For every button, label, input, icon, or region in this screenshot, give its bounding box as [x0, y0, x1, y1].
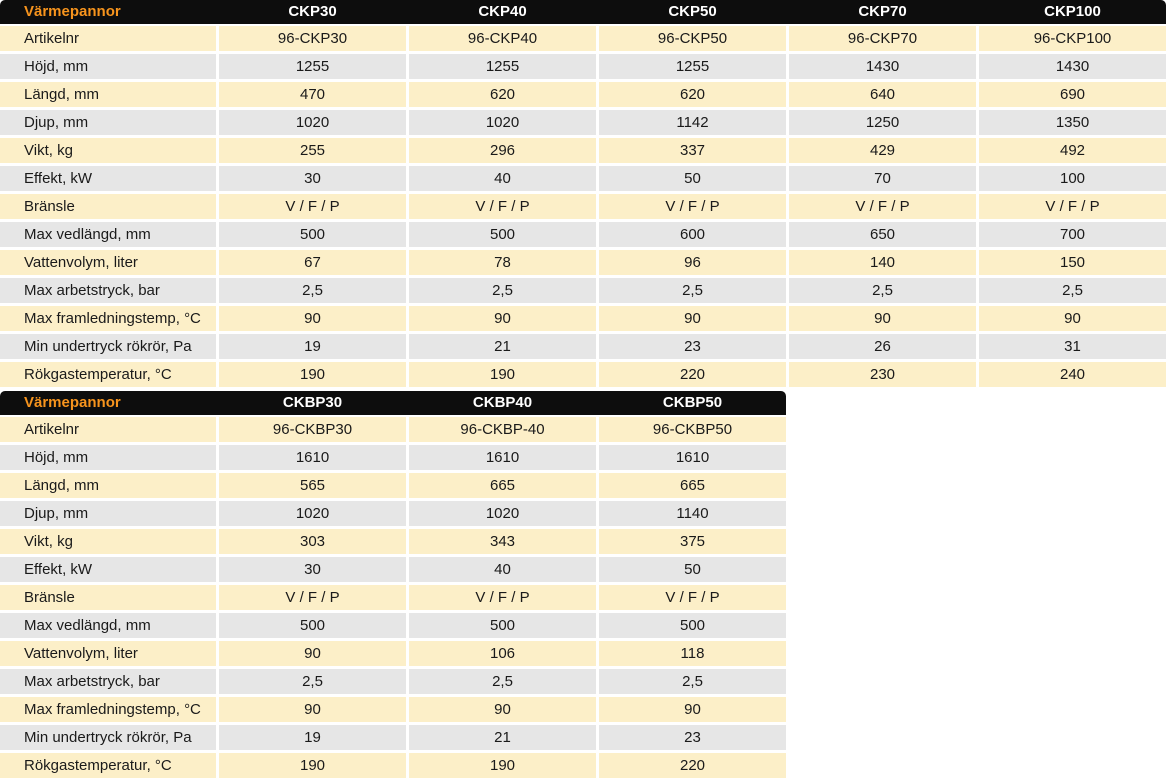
row-label: Artikelnr	[0, 417, 216, 442]
row-value: 296	[409, 138, 596, 163]
row-value: 2,5	[599, 278, 786, 303]
row-value: 492	[979, 138, 1166, 163]
row-label: Höjd, mm	[0, 445, 216, 470]
row-value: 303	[219, 529, 406, 554]
row-label: Höjd, mm	[0, 54, 216, 79]
row-value: 190	[409, 362, 596, 387]
table-row	[0, 304, 1166, 332]
row-value: 96	[599, 250, 786, 275]
table-row	[0, 24, 1166, 52]
row-label: Vikt, kg	[0, 138, 216, 163]
model-header: CKP40	[478, 3, 527, 20]
row-value: 70	[789, 166, 976, 191]
row-value: 1610	[599, 445, 786, 470]
row-value: 1610	[219, 445, 406, 470]
table-row	[0, 639, 786, 667]
row-label: Max framledningstemp, °C	[0, 697, 216, 722]
row-value: 565	[219, 473, 406, 498]
row-value: 1255	[219, 54, 406, 79]
row-value: 640	[789, 82, 976, 107]
row-value: 429	[789, 138, 976, 163]
row-label: Max arbetstryck, bar	[0, 669, 216, 694]
row-value: 1255	[599, 54, 786, 79]
table-row	[0, 751, 786, 779]
row-label: Längd, mm	[0, 473, 216, 498]
row-value: 665	[409, 473, 596, 498]
row-value: 21	[409, 725, 596, 750]
row-label: Effekt, kW	[0, 166, 216, 191]
row-value: 700	[979, 222, 1166, 247]
ckp-spec-table	[0, 0, 1166, 388]
row-value: 140	[789, 250, 976, 275]
row-value: 1140	[599, 501, 786, 526]
table-row	[0, 192, 1166, 220]
table-row	[0, 611, 786, 639]
row-value: 50	[599, 166, 786, 191]
table-row	[0, 52, 1166, 80]
row-label: Rökgastemperatur, °C	[0, 753, 216, 778]
row-value: 96-CKP70	[789, 26, 976, 51]
model-header: CKBP50	[662, 394, 723, 411]
table-row	[0, 471, 786, 499]
row-value: 23	[599, 334, 786, 359]
row-label: Vikt, kg	[0, 529, 216, 554]
row-value: 620	[599, 82, 786, 107]
model-header: CKBP40	[472, 394, 533, 411]
model-header: CKP50	[668, 3, 717, 20]
row-value: 96-CKP40	[409, 26, 596, 51]
row-label: Bränsle	[0, 585, 216, 610]
row-value: 220	[599, 753, 786, 778]
row-label: Djup, mm	[0, 110, 216, 135]
row-value: 255	[219, 138, 406, 163]
row-value: 90	[219, 697, 406, 722]
row-value: 500	[409, 222, 596, 247]
table-row	[0, 555, 786, 583]
row-value: 1250	[789, 110, 976, 135]
model-header: CKBP30	[282, 394, 343, 411]
model-header: CKP70	[858, 3, 907, 20]
row-value: 21	[409, 334, 596, 359]
row-label: Effekt, kW	[0, 557, 216, 582]
row-value: 2,5	[409, 278, 596, 303]
row-label: Max vedlängd, mm	[0, 222, 216, 247]
row-value: 90	[979, 306, 1166, 331]
table-row	[0, 80, 1166, 108]
row-value: 240	[979, 362, 1166, 387]
row-value: 2,5	[979, 278, 1166, 303]
row-value: 90	[409, 697, 596, 722]
row-value: 690	[979, 82, 1166, 107]
row-value: 90	[219, 641, 406, 666]
row-value: 2,5	[789, 278, 976, 303]
row-value: 67	[219, 250, 406, 275]
row-value: 1020	[409, 501, 596, 526]
row-value: 2,5	[409, 669, 596, 694]
row-value: 230	[789, 362, 976, 387]
row-value: 500	[409, 613, 596, 638]
row-value: 100	[979, 166, 1166, 191]
row-value: 1020	[409, 110, 596, 135]
table-heading: Värmepannor	[24, 394, 121, 411]
row-value: 19	[219, 334, 406, 359]
row-value: 23	[599, 725, 786, 750]
row-value: 50	[599, 557, 786, 582]
row-value: 118	[599, 641, 786, 666]
row-value: 190	[409, 753, 596, 778]
row-value: 31	[979, 334, 1166, 359]
table-row	[0, 136, 1166, 164]
row-value: 1255	[409, 54, 596, 79]
row-value: V / F / P	[409, 585, 596, 610]
row-value: 343	[409, 529, 596, 554]
row-value: 1610	[409, 445, 596, 470]
table-row	[0, 108, 1166, 136]
row-value: 90	[219, 306, 406, 331]
row-value: 1430	[979, 54, 1166, 79]
table-heading: Värmepannor	[24, 3, 121, 20]
row-value: 2,5	[599, 669, 786, 694]
row-value: 1430	[789, 54, 976, 79]
row-value: 1142	[599, 110, 786, 135]
row-value: 150	[979, 250, 1166, 275]
row-label: Artikelnr	[0, 26, 216, 51]
table-row	[0, 443, 786, 471]
row-value: V / F / P	[979, 194, 1166, 219]
table-row	[0, 332, 1166, 360]
row-label: Max framledningstemp, °C	[0, 306, 216, 331]
table-row	[0, 415, 786, 443]
row-value: 500	[219, 222, 406, 247]
row-value: V / F / P	[789, 194, 976, 219]
table-row	[0, 220, 1166, 248]
table-row	[0, 164, 1166, 192]
row-value: 470	[219, 82, 406, 107]
table-row	[0, 695, 786, 723]
row-value: 78	[409, 250, 596, 275]
row-value: 1020	[219, 501, 406, 526]
row-value: 96-CKBP50	[599, 417, 786, 442]
row-value: 620	[409, 82, 596, 107]
table-header	[0, 0, 1166, 24]
row-value: 90	[599, 306, 786, 331]
row-label: Min undertryck rökrör, Pa	[0, 725, 216, 750]
row-value: V / F / P	[599, 585, 786, 610]
table-row	[0, 527, 786, 555]
row-value: 220	[599, 362, 786, 387]
table-row	[0, 667, 786, 695]
row-label: Vattenvolym, liter	[0, 641, 216, 666]
row-label: Vattenvolym, liter	[0, 250, 216, 275]
row-label: Max vedlängd, mm	[0, 613, 216, 638]
row-value: 337	[599, 138, 786, 163]
row-value: 96-CKP30	[219, 26, 406, 51]
row-value: V / F / P	[219, 194, 406, 219]
row-label: Längd, mm	[0, 82, 216, 107]
row-value: V / F / P	[409, 194, 596, 219]
row-value: 96-CKP100	[979, 26, 1166, 51]
table-row	[0, 360, 1166, 388]
table-row	[0, 248, 1166, 276]
row-value: 96-CKP50	[599, 26, 786, 51]
row-label: Min undertryck rökrör, Pa	[0, 334, 216, 359]
row-value: V / F / P	[219, 585, 406, 610]
row-value: 190	[219, 753, 406, 778]
row-value: 2,5	[219, 278, 406, 303]
row-value: 26	[789, 334, 976, 359]
row-value: 90	[789, 306, 976, 331]
row-value: 665	[599, 473, 786, 498]
row-value: 1020	[219, 110, 406, 135]
row-value: 30	[219, 166, 406, 191]
row-value: 500	[599, 613, 786, 638]
row-value: 2,5	[219, 669, 406, 694]
row-value: 30	[219, 557, 406, 582]
row-value: 90	[599, 697, 786, 722]
table-row	[0, 723, 786, 751]
row-value: 96-CKBP30	[219, 417, 406, 442]
row-value: 40	[409, 557, 596, 582]
table-header	[0, 391, 786, 415]
row-value: 19	[219, 725, 406, 750]
row-value: 96-CKBP-40	[409, 417, 596, 442]
row-value: 40	[409, 166, 596, 191]
row-value: 600	[599, 222, 786, 247]
row-label: Max arbetstryck, bar	[0, 278, 216, 303]
row-value: 375	[599, 529, 786, 554]
row-label: Bränsle	[0, 194, 216, 219]
ckbp-spec-table	[0, 391, 786, 779]
row-value: 90	[409, 306, 596, 331]
model-header: CKP100	[1044, 3, 1101, 20]
row-value: V / F / P	[599, 194, 786, 219]
row-value: 106	[409, 641, 596, 666]
table-row	[0, 583, 786, 611]
row-value: 190	[219, 362, 406, 387]
row-value: 650	[789, 222, 976, 247]
table-row	[0, 499, 786, 527]
row-value: 500	[219, 613, 406, 638]
model-header: CKP30	[288, 3, 337, 20]
table-row	[0, 276, 1166, 304]
row-label: Rökgastemperatur, °C	[0, 362, 216, 387]
row-label: Djup, mm	[0, 501, 216, 526]
row-value: 1350	[979, 110, 1166, 135]
